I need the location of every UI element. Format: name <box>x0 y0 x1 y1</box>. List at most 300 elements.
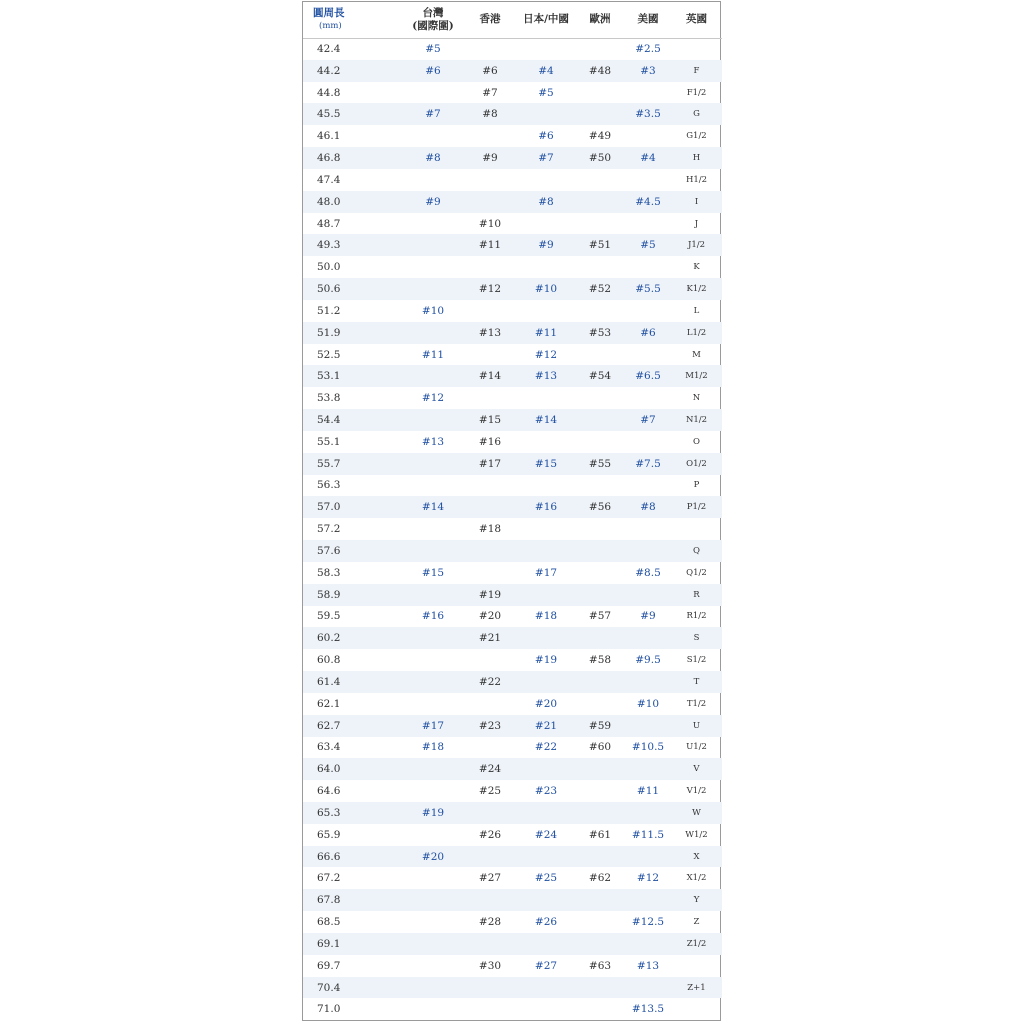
cell-taiwan: #7 <box>425 108 441 121</box>
table-row <box>303 103 722 125</box>
cell-taiwan <box>403 693 463 715</box>
cell-taiwan: #17 <box>421 719 445 732</box>
cell-taiwan <box>403 911 463 933</box>
cell-blank <box>361 715 403 737</box>
cell-blank <box>361 82 403 104</box>
cell-taiwan <box>403 824 463 846</box>
cell-europe <box>575 256 625 278</box>
cell-uk: P1/2 <box>686 502 707 513</box>
cell-hongkong: #18 <box>478 523 502 536</box>
table-row <box>303 562 722 584</box>
cell-blank <box>361 780 403 802</box>
cell-usa <box>625 169 671 191</box>
cell-japan-china: #7 <box>538 152 554 165</box>
cell-europe <box>575 191 625 213</box>
cell-circumference: 51.2 <box>317 304 341 317</box>
cell-blank <box>361 911 403 933</box>
cell-taiwan <box>403 977 463 999</box>
cell-blank <box>361 737 403 759</box>
cell-circumference: 60.8 <box>317 654 341 667</box>
cell-europe: #57 <box>588 610 612 623</box>
cell-usa: #11.5 <box>631 828 665 841</box>
cell-blank <box>361 256 403 278</box>
cell-japan-china <box>517 169 575 191</box>
table-row <box>303 300 722 322</box>
cell-circumference: 50.0 <box>317 261 341 274</box>
cell-hongkong <box>463 649 517 671</box>
cell-blank <box>361 540 403 562</box>
cell-europe <box>575 693 625 715</box>
cell-usa: #2.5 <box>635 43 661 56</box>
cell-japan-china: #14 <box>534 413 558 426</box>
cell-circumference: 49.3 <box>317 239 341 252</box>
cell-europe <box>575 103 625 125</box>
cell-circumference: 65.3 <box>317 806 341 819</box>
cell-hongkong <box>463 737 517 759</box>
cell-europe <box>575 387 625 409</box>
table-row <box>303 147 722 169</box>
cell-europe <box>575 409 625 431</box>
table-row <box>303 846 722 868</box>
table-row <box>303 278 722 300</box>
cell-japan-china <box>517 213 575 235</box>
cell-circumference: 44.2 <box>317 64 341 77</box>
cell-blank <box>361 889 403 911</box>
cell-hongkong <box>463 998 517 1020</box>
cell-taiwan <box>403 627 463 649</box>
table-body <box>303 38 722 1020</box>
cell-uk: L1/2 <box>686 327 707 338</box>
cell-usa <box>625 758 671 780</box>
cell-uk: N <box>692 393 701 404</box>
cell-usa <box>625 518 671 540</box>
cell-uk: F <box>693 65 700 76</box>
cell-europe: #59 <box>588 719 612 732</box>
cell-japan-china <box>517 627 575 649</box>
cell-usa <box>625 889 671 911</box>
cell-taiwan <box>403 322 463 344</box>
table-row <box>303 453 722 475</box>
cell-circumference: 69.7 <box>317 959 341 972</box>
cell-circumference: 50.6 <box>317 283 341 296</box>
cell-uk: Q1/2 <box>686 567 707 578</box>
cell-usa <box>625 933 671 955</box>
cell-usa: #10 <box>636 697 660 710</box>
cell-hongkong <box>463 889 517 911</box>
cell-blank <box>361 387 403 409</box>
header-blank <box>361 2 403 38</box>
table-row <box>303 82 722 104</box>
cell-blank <box>361 955 403 977</box>
cell-japan-china <box>517 998 575 1020</box>
table-row <box>303 715 722 737</box>
cell-usa: #9.5 <box>635 654 661 667</box>
cell-taiwan: #5 <box>425 43 441 56</box>
table-row <box>303 191 722 213</box>
cell-usa: #4 <box>640 152 656 165</box>
cell-europe: #58 <box>588 654 612 667</box>
cell-usa <box>625 213 671 235</box>
table-row <box>303 627 722 649</box>
cell-uk: K <box>693 262 700 273</box>
cell-blank <box>361 300 403 322</box>
cell-hongkong <box>463 933 517 955</box>
cell-hongkong: #12 <box>478 283 502 296</box>
table-row <box>303 671 722 693</box>
table-row <box>303 606 722 628</box>
cell-usa: #13.5 <box>631 1003 665 1016</box>
cell-japan-china <box>517 518 575 540</box>
cell-blank <box>361 38 403 60</box>
table-row <box>303 344 722 366</box>
cell-circumference: 53.8 <box>317 392 341 405</box>
cell-japan-china: #9 <box>538 239 554 252</box>
table-row <box>303 60 722 82</box>
cell-japan-china: #24 <box>534 828 558 841</box>
cell-circumference: 44.8 <box>317 86 341 99</box>
cell-taiwan <box>403 256 463 278</box>
cell-japan-china: #18 <box>534 610 558 623</box>
cell-taiwan <box>403 998 463 1020</box>
cell-japan-china: #11 <box>534 326 558 339</box>
cell-usa: #8 <box>640 501 656 514</box>
cell-taiwan: #16 <box>421 610 445 623</box>
cell-taiwan: #6 <box>425 64 441 77</box>
cell-blank <box>361 933 403 955</box>
cell-blank <box>361 998 403 1020</box>
table-row <box>303 409 722 431</box>
cell-usa: #3 <box>640 64 656 77</box>
cell-uk <box>671 38 722 60</box>
cell-japan-china <box>517 802 575 824</box>
cell-blank <box>361 60 403 82</box>
cell-blank <box>361 103 403 125</box>
header-taiwan-sub: (國際圍) <box>412 19 454 32</box>
cell-circumference: 58.9 <box>317 588 341 601</box>
cell-circumference: 59.5 <box>317 610 341 623</box>
cell-circumference: 54.4 <box>317 413 341 426</box>
cell-uk: H <box>692 153 701 164</box>
cell-usa: #3.5 <box>635 108 661 121</box>
cell-europe: #60 <box>588 741 612 754</box>
cell-blank <box>361 234 403 256</box>
cell-circumference: 67.8 <box>317 894 341 907</box>
cell-circumference: 42.4 <box>317 43 341 56</box>
cell-japan-china <box>517 103 575 125</box>
cell-taiwan <box>403 955 463 977</box>
cell-hongkong <box>463 125 517 147</box>
table-row <box>303 365 722 387</box>
cell-taiwan: #13 <box>421 435 445 448</box>
header-circumference <box>303 2 361 38</box>
cell-taiwan <box>403 125 463 147</box>
cell-taiwan: #12 <box>421 392 445 405</box>
cell-europe <box>575 758 625 780</box>
cell-uk: Y <box>693 895 700 906</box>
ring-size-table <box>303 2 722 1020</box>
cell-usa <box>625 540 671 562</box>
cell-hongkong: #17 <box>478 457 502 470</box>
cell-europe <box>575 889 625 911</box>
table-header <box>303 2 722 38</box>
cell-usa <box>625 846 671 868</box>
cell-europe <box>575 82 625 104</box>
cell-usa: #10.5 <box>631 741 665 754</box>
cell-circumference: 51.9 <box>317 326 341 339</box>
cell-japan-china: #26 <box>534 916 558 929</box>
cell-usa <box>625 344 671 366</box>
cell-circumference: 55.1 <box>317 435 341 448</box>
cell-europe: #56 <box>588 501 612 514</box>
cell-japan-china: #10 <box>534 283 558 296</box>
cell-uk: G1/2 <box>686 131 707 142</box>
table-row <box>303 234 722 256</box>
table-row <box>303 584 722 606</box>
cell-uk: V <box>693 764 700 775</box>
cell-blank <box>361 671 403 693</box>
cell-japan-china <box>517 584 575 606</box>
table-row <box>303 737 722 759</box>
table-row <box>303 867 722 889</box>
cell-circumference: 48.7 <box>317 217 341 230</box>
cell-blank <box>361 278 403 300</box>
cell-usa <box>625 671 671 693</box>
cell-blank <box>361 693 403 715</box>
cell-usa <box>625 300 671 322</box>
table-row <box>303 213 722 235</box>
cell-usa: #7 <box>640 413 656 426</box>
table-row <box>303 824 722 846</box>
header-circumference-label: 圓周長 <box>313 6 345 19</box>
cell-taiwan: #10 <box>421 304 445 317</box>
cell-blank <box>361 169 403 191</box>
cell-usa: #4.5 <box>635 195 661 208</box>
header-row <box>303 2 722 38</box>
cell-circumference: 58.3 <box>317 566 341 579</box>
cell-usa <box>625 387 671 409</box>
cell-japan-china <box>517 889 575 911</box>
cell-uk: X1/2 <box>686 873 707 884</box>
cell-uk: Z <box>693 917 700 928</box>
cell-hongkong: #8 <box>482 108 498 121</box>
cell-taiwan: #18 <box>421 741 445 754</box>
header-usa: 美國 <box>625 2 671 38</box>
cell-hongkong: #22 <box>478 675 502 688</box>
cell-hongkong <box>463 802 517 824</box>
cell-europe <box>575 300 625 322</box>
cell-blank <box>361 824 403 846</box>
cell-hongkong <box>463 496 517 518</box>
cell-europe: #63 <box>588 959 612 972</box>
cell-circumference: 46.1 <box>317 130 341 143</box>
cell-taiwan: #11 <box>421 348 445 361</box>
cell-europe: #54 <box>588 370 612 383</box>
cell-uk: L <box>693 305 700 316</box>
cell-japan-china: #6 <box>538 130 554 143</box>
cell-taiwan <box>403 540 463 562</box>
cell-hongkong: #19 <box>478 588 502 601</box>
cell-uk <box>671 955 722 977</box>
table-row <box>303 387 722 409</box>
table-row <box>303 802 722 824</box>
cell-circumference: 61.4 <box>317 675 341 688</box>
cell-japan-china: #4 <box>538 64 554 77</box>
cell-circumference: 57.2 <box>317 523 341 536</box>
cell-hongkong: #24 <box>478 763 502 776</box>
cell-europe <box>575 998 625 1020</box>
cell-uk: X <box>693 851 700 862</box>
cell-blank <box>361 758 403 780</box>
cell-hongkong <box>463 387 517 409</box>
cell-usa: #8.5 <box>635 566 661 579</box>
cell-uk: F1/2 <box>686 87 707 98</box>
cell-uk: O1/2 <box>686 458 707 469</box>
cell-hongkong: #20 <box>478 610 502 623</box>
cell-japan-china: #5 <box>538 86 554 99</box>
cell-japan-china: #23 <box>534 785 558 798</box>
cell-uk: K1/2 <box>686 284 707 295</box>
cell-taiwan <box>403 278 463 300</box>
cell-circumference: 64.6 <box>317 785 341 798</box>
cell-blank <box>361 518 403 540</box>
table-row <box>303 998 722 1020</box>
table-row <box>303 540 722 562</box>
cell-blank <box>361 147 403 169</box>
cell-japan-china <box>517 387 575 409</box>
cell-usa: #5.5 <box>635 283 661 296</box>
header-taiwan-label: 台灣 <box>422 6 444 19</box>
cell-hongkong: #28 <box>478 916 502 929</box>
cell-uk: P <box>693 480 700 491</box>
cell-circumference: 57.6 <box>317 544 341 557</box>
cell-taiwan <box>403 518 463 540</box>
cell-uk: Z1/2 <box>686 938 707 949</box>
cell-uk: M <box>692 349 701 360</box>
cell-japan-china <box>517 846 575 868</box>
cell-uk: W <box>692 807 701 818</box>
cell-hongkong <box>463 562 517 584</box>
cell-europe <box>575 431 625 453</box>
cell-japan-china: #15 <box>534 457 558 470</box>
cell-taiwan <box>403 933 463 955</box>
cell-blank <box>361 846 403 868</box>
cell-uk: W1/2 <box>685 829 708 840</box>
cell-japan-china: #19 <box>534 654 558 667</box>
table-row <box>303 496 722 518</box>
cell-europe: #48 <box>588 64 612 77</box>
cell-hongkong: #7 <box>482 86 498 99</box>
cell-hongkong <box>463 540 517 562</box>
cell-hongkong <box>463 846 517 868</box>
cell-hongkong: #9 <box>482 152 498 165</box>
cell-hongkong: #10 <box>478 217 502 230</box>
cell-europe: #49 <box>588 130 612 143</box>
table-row <box>303 780 722 802</box>
table-row <box>303 758 722 780</box>
header-europe: 歐洲 <box>575 2 625 38</box>
cell-europe <box>575 475 625 497</box>
cell-europe <box>575 169 625 191</box>
table-row <box>303 125 722 147</box>
cell-blank <box>361 649 403 671</box>
cell-hongkong: #16 <box>478 435 502 448</box>
cell-hongkong: #6 <box>482 64 498 77</box>
cell-circumference: 53.1 <box>317 370 341 383</box>
cell-europe <box>575 38 625 60</box>
cell-europe <box>575 584 625 606</box>
cell-hongkong <box>463 300 517 322</box>
cell-usa <box>625 125 671 147</box>
cell-blank <box>361 213 403 235</box>
table-row <box>303 322 722 344</box>
cell-usa: #13 <box>636 959 660 972</box>
cell-europe: #61 <box>588 828 612 841</box>
cell-europe <box>575 802 625 824</box>
cell-japan-china <box>517 933 575 955</box>
cell-blank <box>361 802 403 824</box>
cell-uk: S <box>693 633 700 644</box>
cell-blank <box>361 431 403 453</box>
cell-japan-china: #22 <box>534 741 558 754</box>
cell-hongkong: #30 <box>478 959 502 972</box>
cell-blank <box>361 409 403 431</box>
cell-uk: S1/2 <box>686 655 707 666</box>
table-row <box>303 933 722 955</box>
table-row <box>303 977 722 999</box>
cell-usa <box>625 977 671 999</box>
cell-japan-china <box>517 671 575 693</box>
cell-europe <box>575 627 625 649</box>
cell-usa: #6 <box>640 326 656 339</box>
table-row <box>303 955 722 977</box>
cell-europe <box>575 518 625 540</box>
cell-europe: #55 <box>588 457 612 470</box>
cell-blank <box>361 606 403 628</box>
cell-hongkong <box>463 344 517 366</box>
cell-europe: #50 <box>588 152 612 165</box>
cell-hongkong <box>463 169 517 191</box>
cell-blank <box>361 977 403 999</box>
cell-europe <box>575 780 625 802</box>
cell-circumference: 67.2 <box>317 872 341 885</box>
cell-blank <box>361 125 403 147</box>
cell-blank <box>361 191 403 213</box>
cell-usa: #12.5 <box>631 916 665 929</box>
cell-taiwan <box>403 671 463 693</box>
cell-usa: #5 <box>640 239 656 252</box>
cell-hongkong: #15 <box>478 413 502 426</box>
header-circumference-unit: (mm) <box>319 20 342 31</box>
cell-circumference: 71.0 <box>317 1003 341 1016</box>
cell-japan-china: #27 <box>534 959 558 972</box>
cell-uk: T1/2 <box>686 698 707 709</box>
cell-uk: T <box>693 676 700 687</box>
cell-hongkong: #23 <box>478 719 502 732</box>
cell-europe: #53 <box>588 326 612 339</box>
header-hongkong: 香港 <box>463 2 517 38</box>
cell-japan-china <box>517 38 575 60</box>
cell-japan-china <box>517 977 575 999</box>
cell-uk: V1/2 <box>686 786 707 797</box>
cell-japan-china: #8 <box>538 195 554 208</box>
cell-circumference: 66.6 <box>317 850 341 863</box>
cell-circumference: 46.8 <box>317 152 341 165</box>
cell-usa: #6.5 <box>635 370 661 383</box>
cell-uk: Z+1 <box>687 982 706 993</box>
cell-circumference: 60.2 <box>317 632 341 645</box>
cell-blank <box>361 365 403 387</box>
cell-hongkong: #27 <box>478 872 502 885</box>
